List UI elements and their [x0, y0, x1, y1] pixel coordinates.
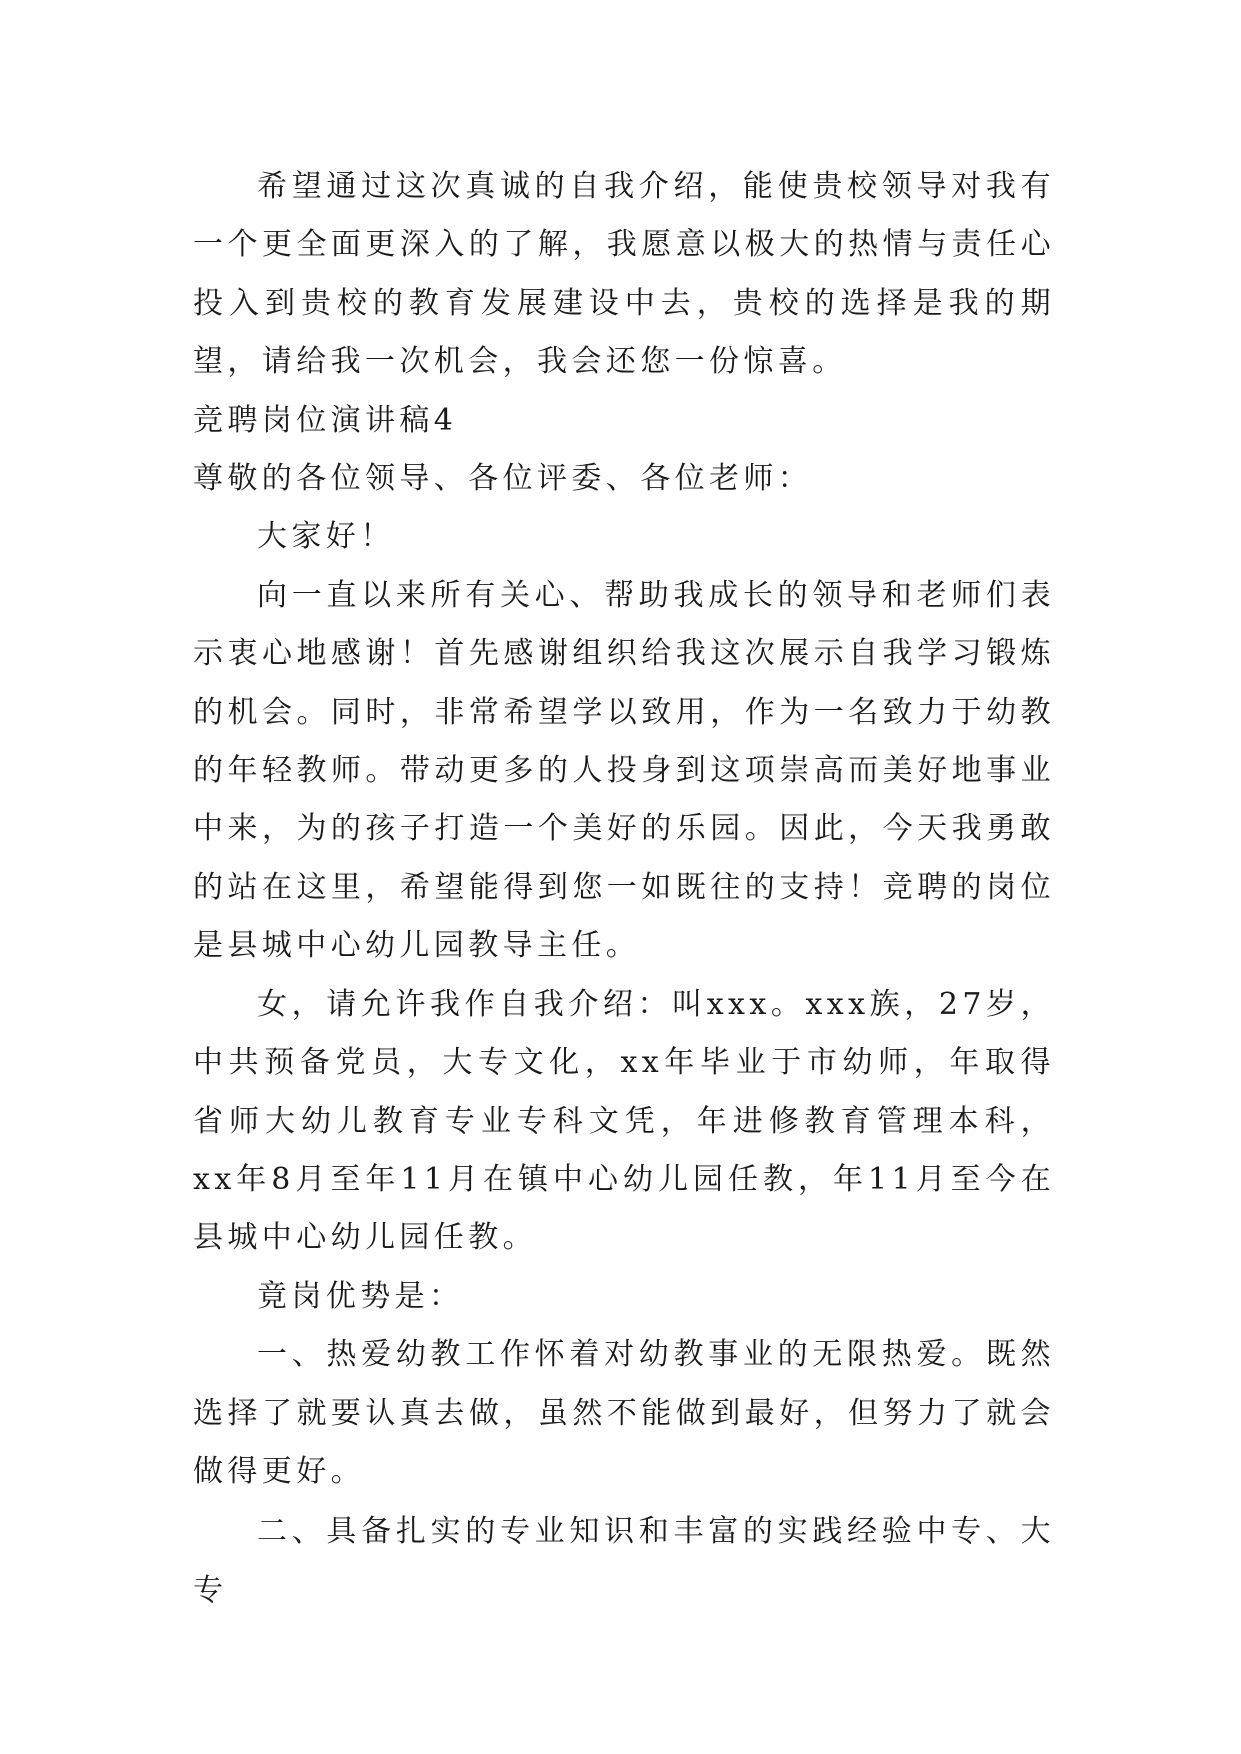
greeting: 大家好！ — [257, 519, 395, 555]
section-heading: 竞聘岗位演讲稿4 — [193, 402, 458, 438]
paragraph-advantage-two: 二、具备扎实的专业知识和丰富的实践经验中专、大专 — [193, 1514, 1055, 1608]
paragraph-closing-hope: 希望通过这次真诚的自我介绍，能使贵校领导对我有一个更全面更深入的了解，我愿意以极大的热情与责任心投入到贵校的教育发展建设中去，贵校的选择是我的期望，请给我一次机会，我会还您一份惊喜。 — [193, 169, 1055, 380]
paragraph-advantage-one: 一、热爱幼教工作怀着对幼教事业的无限热爱。既然选择了就要认真去做，虽然不能做到最好，但努力了就会做得更好。 — [193, 1337, 1055, 1489]
paragraph-self-intro: 女，请允许我作自我介绍：叫xxx。xxx族，27岁，中共预备党员，大专文化，xx年毕业于市幼师，年取得省师大幼儿教育专业专科文凭，年进修教育管理本科，xx年8月至年11月在镇中心幼儿园任教，年11月至今在县城中心幼儿园任教。 — [193, 986, 1055, 1256]
document-body — [193, 158, 1055, 1620]
paragraph-advantages-heading: 竟岗优势是： — [257, 1278, 464, 1314]
paragraph-thanks: 向一直以来所有关心、帮助我成长的领导和老师们表示衷心地感谢！首先感谢组织给我这次展示自我学习锻炼的机会。同时，非常希望学以致用，作为一名致力于幼教的年轻教师。带动更多的人投身到这项崇高而美好地事业中来，为的孩子打造一个美好的乐园。因此，今天我勇敢的站在这里，希望能得到您一如既往的支持！竞聘的岗位是县城中心幼儿园教导主任。 — [193, 577, 1055, 964]
salutation: 尊敬的各位领导、各位评委、各位老师： — [193, 461, 813, 497]
